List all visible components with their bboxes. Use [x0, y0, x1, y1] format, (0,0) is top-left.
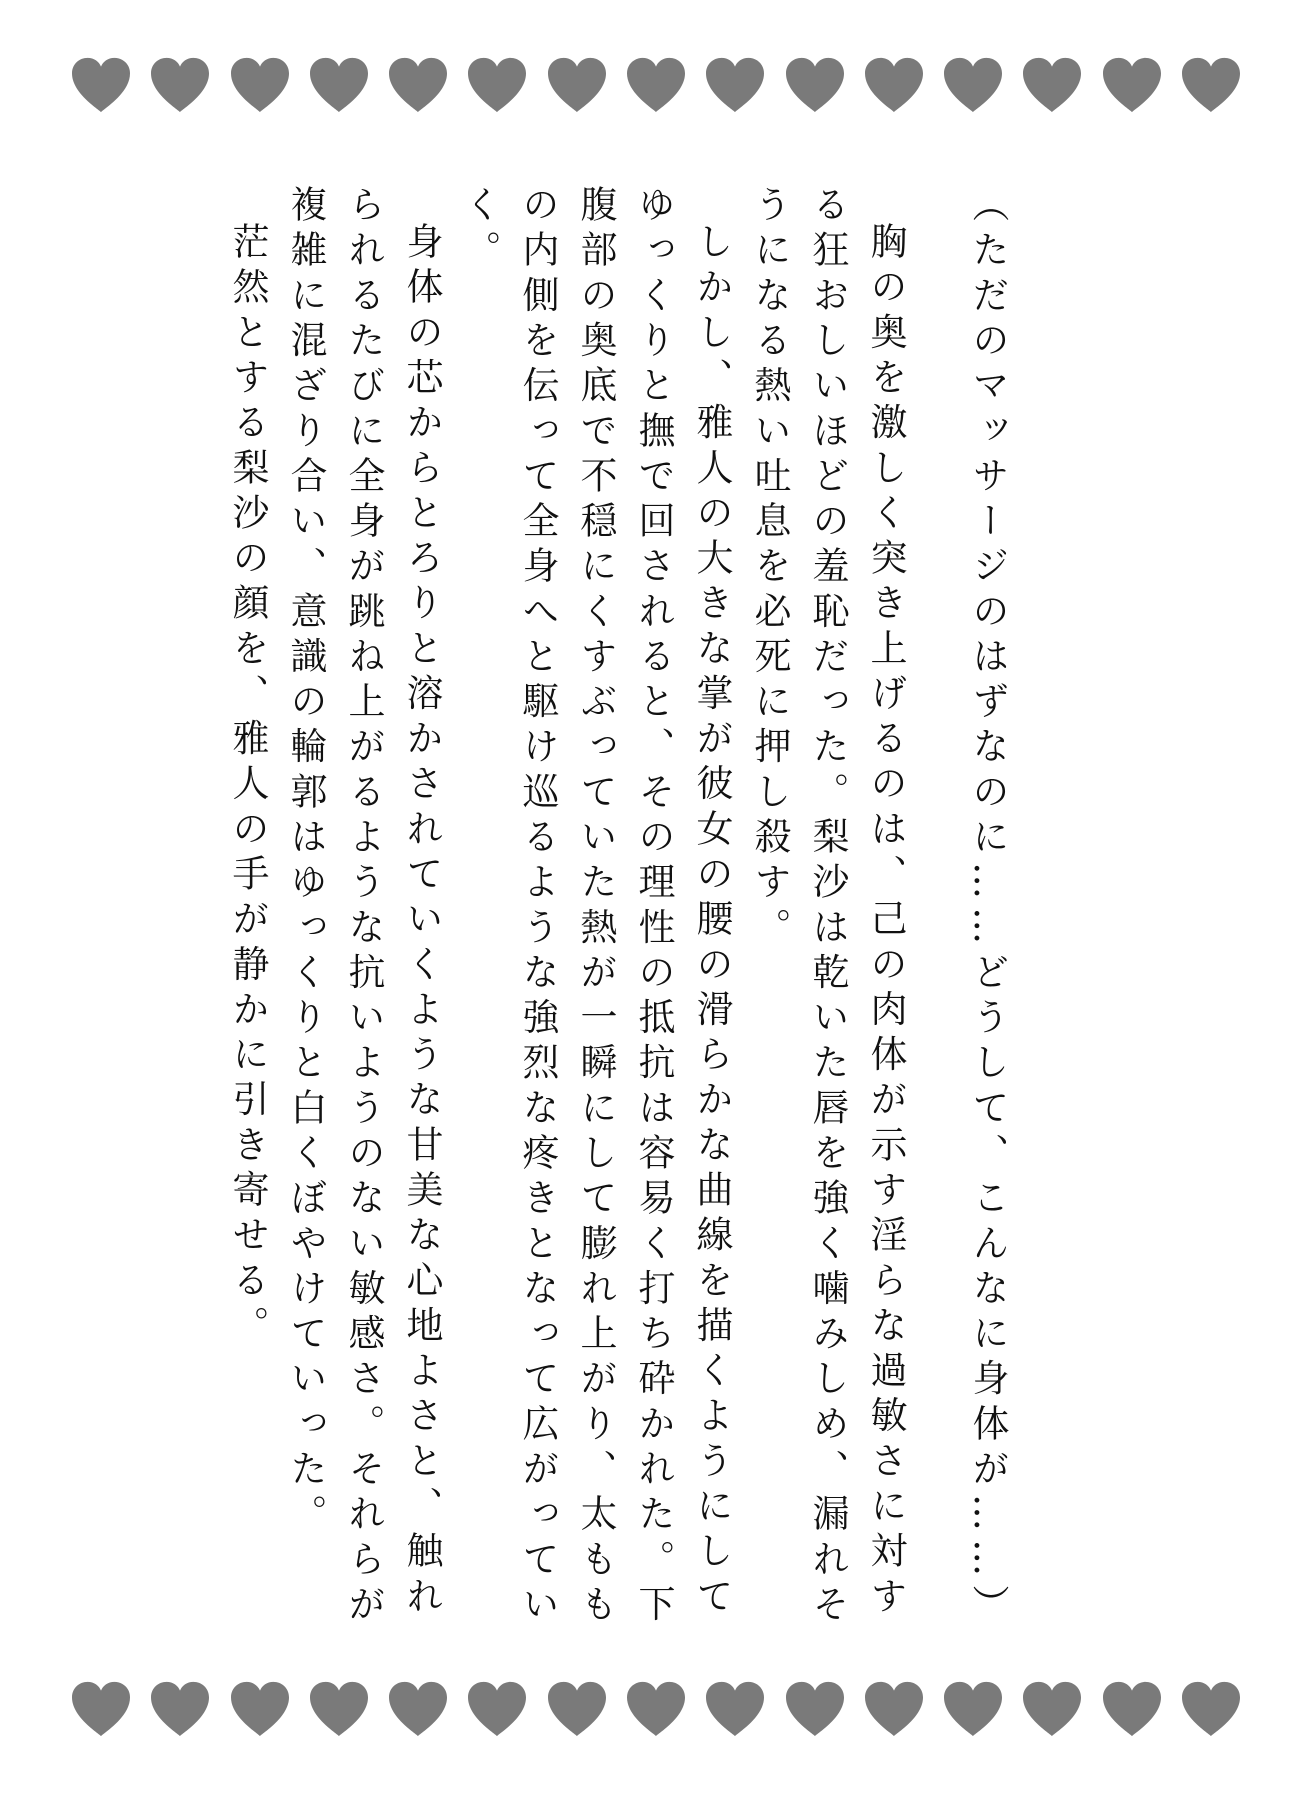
vertical-text-body — [218, 185, 1016, 1635]
heart-icon — [229, 56, 291, 114]
heart-icon — [784, 1680, 846, 1738]
paragraph-sensation: 身体の芯からとろりと溶かされていくような甘美な心地よさと、触れられるたびに全身が跳ね上がるような抗いようのない敏感さ。それらが複雑に混ざり合い、意識の輪郭はゆっくりと白くぼやけていった。 — [284, 185, 443, 1630]
paragraph-shame: 胸の奥を激しく突き上げるのは、己の肉体が示す淫らな過敏さに対する狂おしいほどの羞恥だった。梨沙は乾いた唇を強く噛みしめ、漏れそうになる熱い吐息を必死に押し殺す。 — [748, 185, 907, 1630]
heart-icon — [466, 1680, 528, 1738]
paragraph-closing: 茫然とする梨沙の顔を、雅人の手が静かに引き寄せる。 — [226, 222, 269, 1351]
heart-icon — [942, 1680, 1004, 1738]
heart-icon — [1101, 56, 1163, 114]
paragraph-massage: しかし、雅人の大きな掌が彼女の腰の滑らかな曲線を描くようにしてゆっくりと撫で回されると、その理性の抵抗は容易く打ち砕かれた。下腹部の奥底で不穏にくすぶっていた熱が一瞬にして膨れ上がり、太ももの内側を伝って全身へと駆け巡るような強烈な疼きとなって広がっていく。 — [458, 185, 733, 1630]
heart-icon — [704, 56, 766, 114]
heart-icon — [466, 56, 528, 114]
heart-icon — [308, 56, 370, 114]
heart-icon — [1180, 56, 1242, 114]
paragraph-inner-thought: （ただのマッサージのはずなのに……どうして、こんなに身体が……） — [966, 185, 1009, 1630]
heart-icon — [942, 56, 1004, 114]
heart-icon — [387, 1680, 449, 1738]
heart-icon — [149, 56, 211, 114]
heart-icon — [1180, 1680, 1242, 1738]
heart-icon — [70, 1680, 132, 1738]
heart-icon — [1021, 56, 1083, 114]
heart-icon — [387, 56, 449, 114]
heart-icon — [546, 56, 608, 114]
heart-icon — [229, 1680, 291, 1738]
top-heart-border — [70, 50, 1242, 120]
heart-icon — [70, 56, 132, 114]
heart-icon — [704, 1680, 766, 1738]
heart-icon — [308, 1680, 370, 1738]
heart-icon — [784, 56, 846, 114]
heart-icon — [149, 1680, 211, 1738]
heart-icon — [625, 56, 687, 114]
heart-icon — [863, 56, 925, 114]
heart-icon — [863, 1680, 925, 1738]
heart-icon — [625, 1680, 687, 1738]
heart-icon — [1021, 1680, 1083, 1738]
heart-icon — [546, 1680, 608, 1738]
bottom-heart-border — [70, 1674, 1242, 1744]
heart-icon — [1101, 1680, 1163, 1738]
